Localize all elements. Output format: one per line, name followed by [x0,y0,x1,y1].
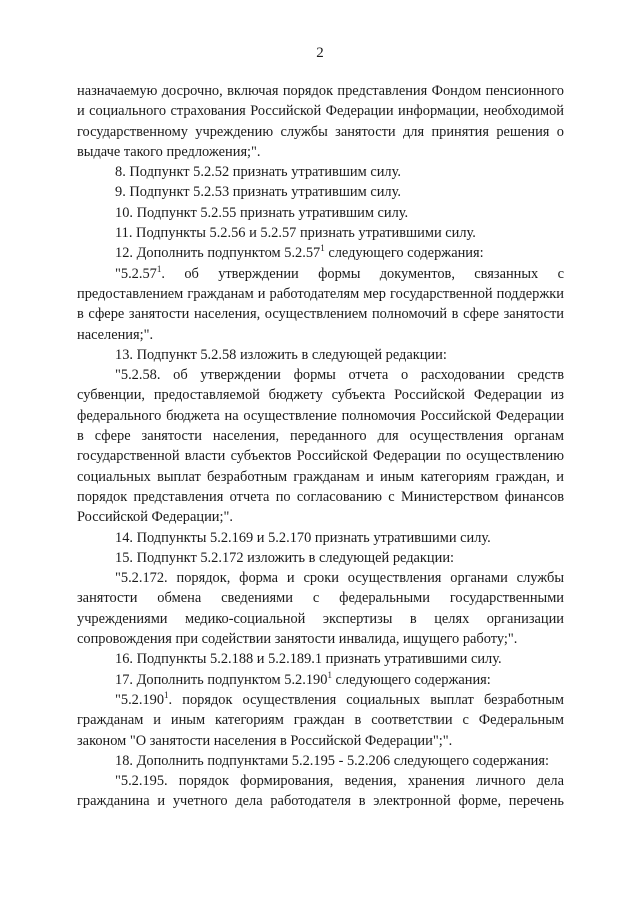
quoted-subparagraph-5-2-172: "5.2.172. порядок, форма и сроки осуществления органами службы занятости обмена сведениями с федеральными государственными учреждениями медико-социальной экспертизы в целях организации сопровождения при содействии занятости инвалида, ищущего работу;". [77,570,564,648]
paragraph-item-17-text: 17. Дополнить подпунктом 5.2.190 [115,671,328,688]
paragraph-item-17-text-end: следующего содержания: [331,671,491,688]
superscript: 1 [164,689,169,700]
paragraph-item-11: 11. Подпункты 5.2.56 и 5.2.57 признать утратившими силу. [115,225,476,242]
paragraph-item-13: 13. Подпункт 5.2.58 изложить в следующей редакции: [115,346,447,363]
paragraph-item-17 [77,670,564,690]
paragraph-item-12-text: 12. Дополнить подпунктом 5.2.57 [115,245,321,262]
paragraph-item-12 [77,243,564,263]
superscript: 1 [156,263,162,274]
quoted-subparagraph-5-2-190-1 [77,690,564,751]
quoted-subparagraph-number: "5.2.57 [115,265,157,282]
document-body [77,81,564,812]
paragraph-item-9: 9. Подпункт 5.2.53 признать утратившим силу. [115,184,401,201]
superscript: 1 [327,669,332,680]
quoted-subparagraph-text: . об утверждении формы документов, связанных с предоставлением гражданам и работодателям мер государственной поддержки в сфере занятости населения, осуществлением полномочий в сфере занятости населения;". [77,265,564,343]
paragraph-item-18: 18. Дополнить подпунктами 5.2.195 - 5.2.206 следующего содержания: [115,752,549,769]
quoted-subparagraph-number: "5.2.190 [115,691,165,708]
paragraph-item-12-text-end: следующего содержания: [324,245,484,262]
superscript: 1 [320,243,325,254]
quoted-subparagraph-text: . порядок осуществления социальных выплат безработным гражданам и иным категориям граждан в соответствии с Федеральным законом "О занятости населения в Российской Федерации";". [77,691,564,749]
paragraph-item-14: 14. Подпункты 5.2.169 и 5.2.170 признать утратившими силу. [115,529,491,546]
paragraph-item-16: 16. Подпункты 5.2.188 и 5.2.189.1 признать утратившими силу. [115,651,502,668]
paragraph-item-10: 10. Подпункт 5.2.55 признать утратившим силу. [115,204,409,221]
paragraph-item-15: 15. Подпункт 5.2.172 изложить в следующей редакции: [115,549,455,566]
page-number: 2 [316,45,324,61]
quoted-subparagraph-5-2-58: "5.2.58. об утверждении формы отчета о расходовании средств субвенции, предоставляемой бюджету субъекта Российской Федерации из федерального бюджета на осуществление полномочия Российской Федерации в сфере занятости населения, переданного для осуществления органам государственной власти субъектов Российской Федерации по осуществлению социальных выплат безработным гражданам и иным категориям граждан, и порядок представления отчета по согласованию с Министерством финансов Российской Федерации;". [77,367,564,526]
quoted-subparagraph-5-2-57-1 [77,264,564,345]
paragraph-continuation: назначаемую досрочно, включая порядок представления Фондом пенсионного и социального страхования Российской Федерации информации, необходимой государственному учреждению службы занятости для принятия решения о выдаче такого предложения;". [77,83,564,160]
paragraph-item-8: 8. Подпункт 5.2.52 признать утратившим силу. [115,164,401,181]
quoted-subparagraph-5-2-195: "5.2.195. порядок формирования, ведения, хранения личного дела гражданина и учетного дела работодателя в электронной форме, перечень [77,773,564,810]
